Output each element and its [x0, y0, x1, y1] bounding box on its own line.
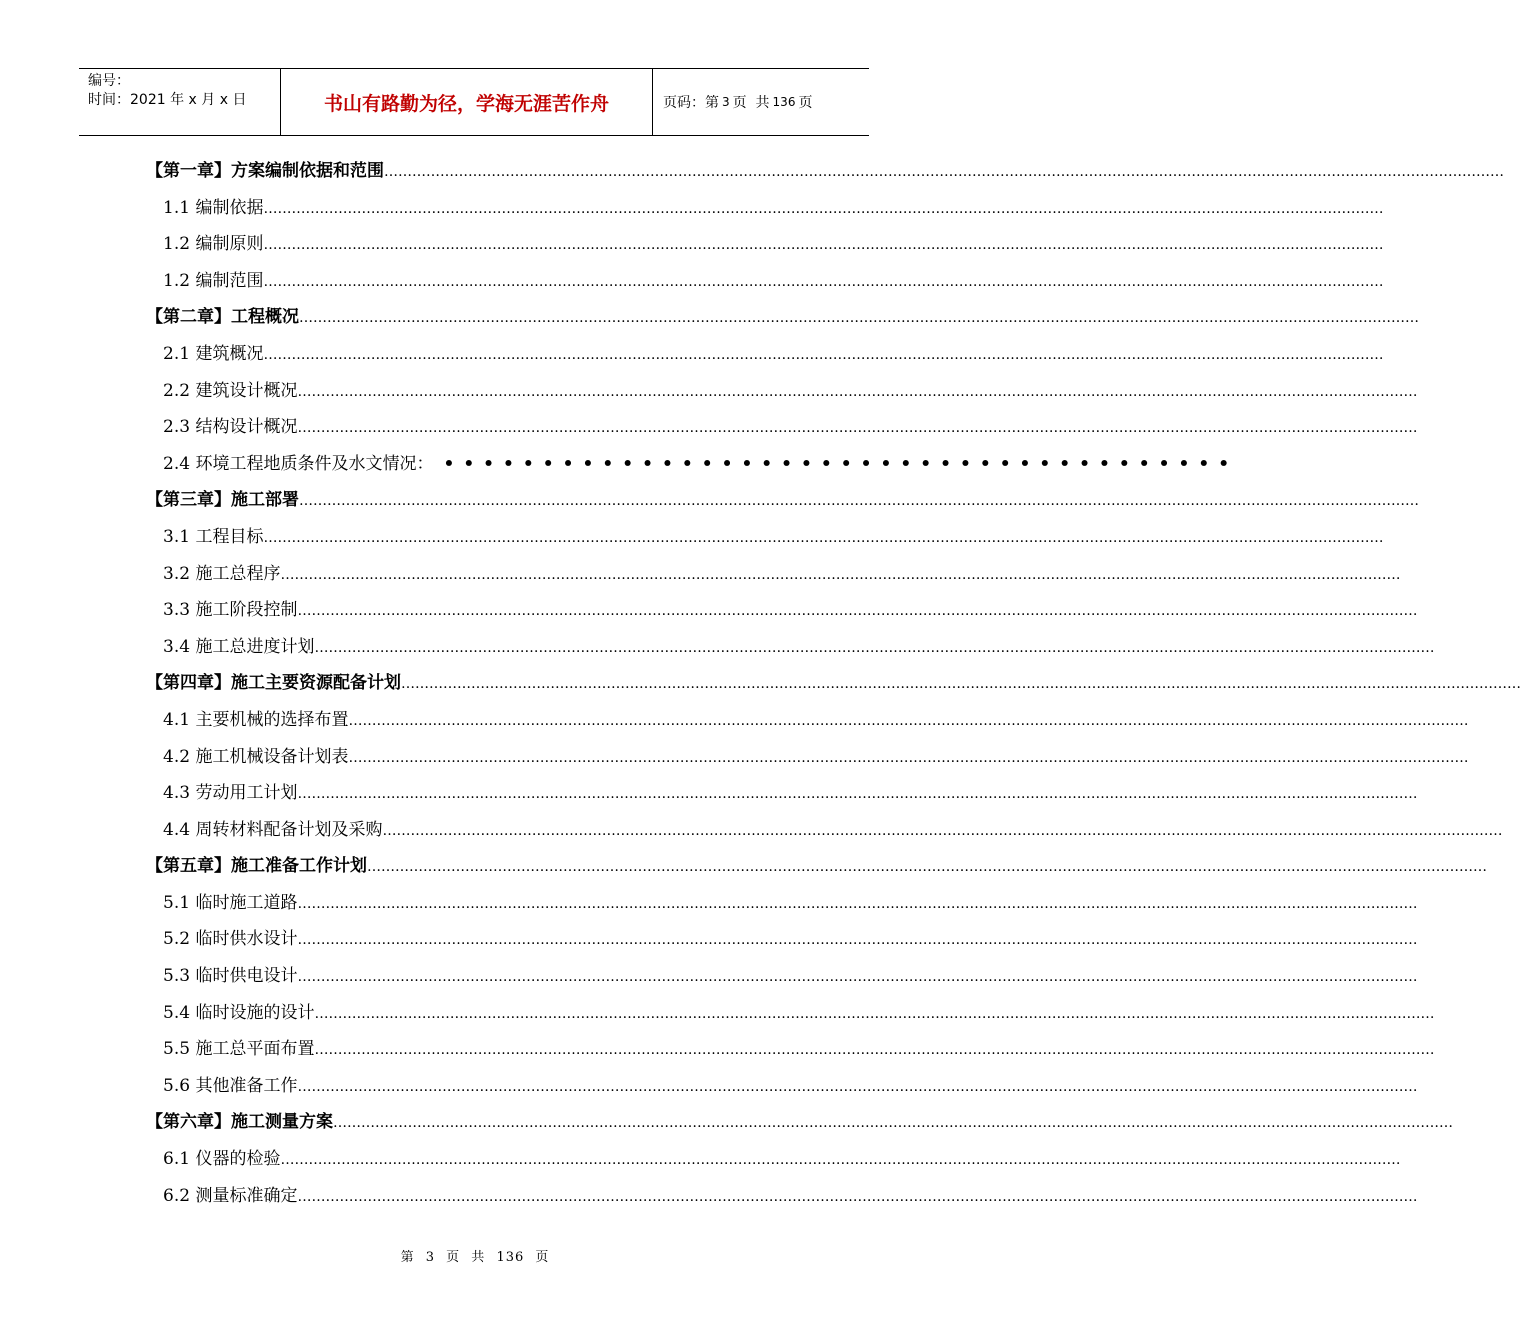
toc-dot-leader: ……………………………………………………………………………………………………………………………………………………………………………………………………………………: [384, 164, 1504, 180]
toc-section-entry[interactable]: [146, 775, 1418, 812]
toc-dot-leader: ……………………………………………………………………………………………………………………………………………………………………………………………………………………: [382, 822, 1503, 839]
toc-section-entry[interactable]: [146, 263, 1384, 300]
header-meta: [79, 69, 281, 135]
toc-section-entry[interactable]: [146, 885, 1418, 922]
toc-dot-leader: ……………………………………………………………………………………………………………………………………………………………………………………………………………………: [280, 566, 1401, 583]
toc-entry-label: 4.2 施工机械设备计划表: [163, 746, 349, 767]
page-current: 3: [722, 95, 730, 109]
toc-entry-label: 4.4 周转材料配备计划及采购: [163, 819, 383, 840]
toc-entry-label: 【第三章】施工部署: [146, 490, 299, 511]
toc-chapter-entry[interactable]: [146, 848, 1487, 885]
table-of-contents: [146, 153, 1521, 1214]
toc-section-entry[interactable]: [146, 1178, 1418, 1215]
toc-chapter-entry[interactable]: [146, 153, 1504, 190]
page-suffix: 页: [798, 95, 813, 111]
toc-chapter-entry[interactable]: [146, 299, 1419, 336]
footer-suffix: 页: [535, 1250, 550, 1265]
toc-section-entry[interactable]: [146, 556, 1401, 593]
toc-section-entry[interactable]: [146, 373, 1418, 410]
toc-entry-label: 6.2 测量标准确定: [163, 1185, 298, 1206]
toc-entry-label: 4.3 劳动用工计划: [163, 783, 298, 804]
toc-entry-label: 4.1 主要机械的选择布置: [163, 709, 349, 730]
toc-dot-leader: ……………………………………………………………………………………………………………………………………………………………………………………………………………………: [299, 310, 1419, 327]
toc-entry-label: 1.2 编制原则: [163, 234, 264, 255]
toc-entry-label: 5.5 施工总平面布置: [163, 1039, 315, 1060]
toc-entry-label: 2.3 结构设计概况: [163, 417, 298, 438]
page-footer: [0, 1246, 950, 1265]
toc-section-entry[interactable]: [146, 592, 1418, 629]
toc-dot-leader: ……………………………………………………………………………………………………………………………………………………………………………………………………………………: [314, 1042, 1435, 1059]
toc-entry-label: 3.4 施工总进度计划: [163, 636, 315, 657]
footer-total-word: 共: [471, 1250, 486, 1265]
toc-section-entry[interactable]: [146, 629, 1435, 666]
page-total: 136: [772, 95, 796, 109]
toc-entry-label: 1.2 编制范围: [163, 270, 264, 291]
toc-dot-leader: ……………………………………………………………………………………………………………………………………………………………………………………………………………………: [263, 346, 1384, 363]
toc-entry-label: 2.4 环境工程地质条件及水文情况：: [163, 453, 434, 474]
toc-section-entry[interactable]: [146, 1068, 1418, 1105]
toc-dot-leader: ……………………………………………………………………………………………………………………………………………………………………………………………………………………: [314, 639, 1435, 656]
toc-chapter-entry[interactable]: [146, 665, 1521, 702]
toc-dot-leader: ……………………………………………………………………………………………………………………………………………………………………………………………………………………: [299, 493, 1419, 510]
toc-dot-leader: ……………………………………………………………………………………………………………………………………………………………………………………………………………………: [297, 932, 1418, 949]
toc-entry-label: 1.1 编制依据: [163, 197, 264, 218]
toc-dot-leader: ……………………………………………………………………………………………………………………………………………………………………………………………………………………: [348, 749, 1469, 766]
toc-dot-leader: ……………………………………………………………………………………………………………………………………………………………………………………………………………………: [297, 895, 1418, 912]
toc-section-entry[interactable]: [146, 995, 1435, 1032]
toc-entry-label: 【第六章】施工测量方案: [146, 1112, 333, 1133]
toc-dot-leader: ……………………………………………………………………………………………………………………………………………………………………………………………………………………: [314, 1005, 1435, 1022]
toc-dot-leader: ……………………………………………………………………………………………………………………………………………………………………………………………………………………: [297, 420, 1418, 437]
toc-entry-label: 5.2 临时供水设计: [163, 929, 298, 950]
toc-dot-leader: ……………………………………………………………………………………………………………………………………………………………………………………………………………………: [348, 712, 1469, 729]
toc-section-entry[interactable]: [146, 409, 1418, 446]
toc-dot-leader: ……………………………………………………………………………………………………………………………………………………………………………………………………………………: [263, 529, 1384, 546]
toc-section-entry[interactable]: [146, 702, 1469, 739]
toc-section-entry[interactable]: [146, 958, 1418, 995]
toc-section-entry[interactable]: [146, 812, 1503, 849]
toc-entry-label: 5.4 临时设施的设计: [163, 1002, 315, 1023]
toc-entry-label: 2.2 建筑设计概况: [163, 380, 298, 401]
toc-dot-leader: ……………………………………………………………………………………………………………………………………………………………………………………………………………………: [297, 1188, 1418, 1205]
toc-dot-leader: ……………………………………………………………………………………………………………………………………………………………………………………………………………………: [263, 273, 1384, 290]
toc-dot-leader: ……………………………………………………………………………………………………………………………………………………………………………………………………………………: [367, 859, 1487, 876]
toc-dot-leader: ……………………………………………………………………………………………………………………………………………………………………………………………………………………: [280, 1152, 1401, 1169]
page-prefix: 页码：第: [663, 95, 719, 111]
toc-section-entry[interactable]: [146, 1031, 1435, 1068]
toc-entry-label: 6.1 仪器的检验: [163, 1149, 281, 1170]
header-page-number: [653, 69, 869, 135]
toc-chapter-entry[interactable]: [146, 482, 1419, 519]
toc-dot-leader: ……………………………………………………………………………………………………………………………………………………………………………………………………………………: [297, 383, 1418, 400]
footer-total-pages: 136: [496, 1250, 525, 1265]
toc-dot-leader: ……………………………………………………………………………………………………………………………………………………………………………………………………………………: [297, 786, 1418, 803]
toc-entry-label: 【第五章】施工准备工作计划: [146, 856, 367, 877]
toc-entry-label: 3.1 工程目标: [163, 526, 264, 547]
toc-entry-label: 5.1 临时施工道路: [163, 892, 298, 913]
toc-dot-leader: ……………………………………………………………………………………………………………………………………………………………………………………………………………………: [401, 676, 1521, 693]
toc-dot-leader: ……………………………………………………………………………………………………………………………………………………………………………………………………………………: [263, 237, 1384, 254]
toc-section-entry[interactable]: [146, 226, 1384, 263]
toc-dot-leader: ••••••••••••••••••••••••••••••••••••••••: [443, 453, 1239, 474]
toc-dot-leader: ……………………………………………………………………………………………………………………………………………………………………………………………………………………: [297, 969, 1418, 986]
toc-entry-label: 【第四章】施工主要资源配备计划: [146, 673, 401, 694]
toc-section-entry[interactable]: [146, 336, 1384, 373]
footer-current-page: 3: [425, 1250, 435, 1265]
toc-dot-leader: ……………………………………………………………………………………………………………………………………………………………………………………………………………………: [333, 1115, 1453, 1132]
toc-entry-label: 5.6 其他准备工作: [163, 1075, 298, 1096]
toc-section-entry[interactable]: [146, 1141, 1401, 1178]
serial-number-label: 编号：: [88, 73, 130, 89]
toc-section-entry[interactable]: [146, 739, 1469, 776]
toc-section-entry[interactable]: [146, 519, 1384, 556]
toc-section-entry[interactable]: [146, 190, 1384, 227]
toc-entry-label: 3.3 施工阶段控制: [163, 600, 298, 621]
toc-section-entry[interactable]: [146, 921, 1418, 958]
toc-dot-leader: ……………………………………………………………………………………………………………………………………………………………………………………………………………………: [263, 200, 1384, 217]
page-mid: 页 共: [732, 95, 770, 111]
toc-entry-label: 5.3 临时供电设计: [163, 966, 298, 987]
toc-entry-label: 2.1 建筑概况: [163, 343, 264, 364]
footer-page-word: 页: [446, 1250, 461, 1265]
date-label: 时间：2021 年 x 月 x 日: [88, 92, 247, 108]
toc-dot-leader: ……………………………………………………………………………………………………………………………………………………………………………………………………………………: [297, 1078, 1418, 1095]
page-header: [79, 68, 869, 136]
toc-entry-label: 【第二章】工程概况: [146, 307, 299, 328]
toc-section-entry[interactable]: [146, 446, 1239, 483]
toc-chapter-entry[interactable]: [146, 1104, 1453, 1141]
header-motto: 书山有路勤为径，学海无涯苦作舟: [281, 69, 653, 135]
toc-entry-label: 3.2 施工总程序: [163, 563, 281, 584]
toc-dot-leader: ……………………………………………………………………………………………………………………………………………………………………………………………………………………: [297, 603, 1418, 620]
toc-entry-label: 【第一章】方案编制依据和范围: [146, 161, 384, 181]
footer-prefix: 第: [400, 1250, 415, 1265]
